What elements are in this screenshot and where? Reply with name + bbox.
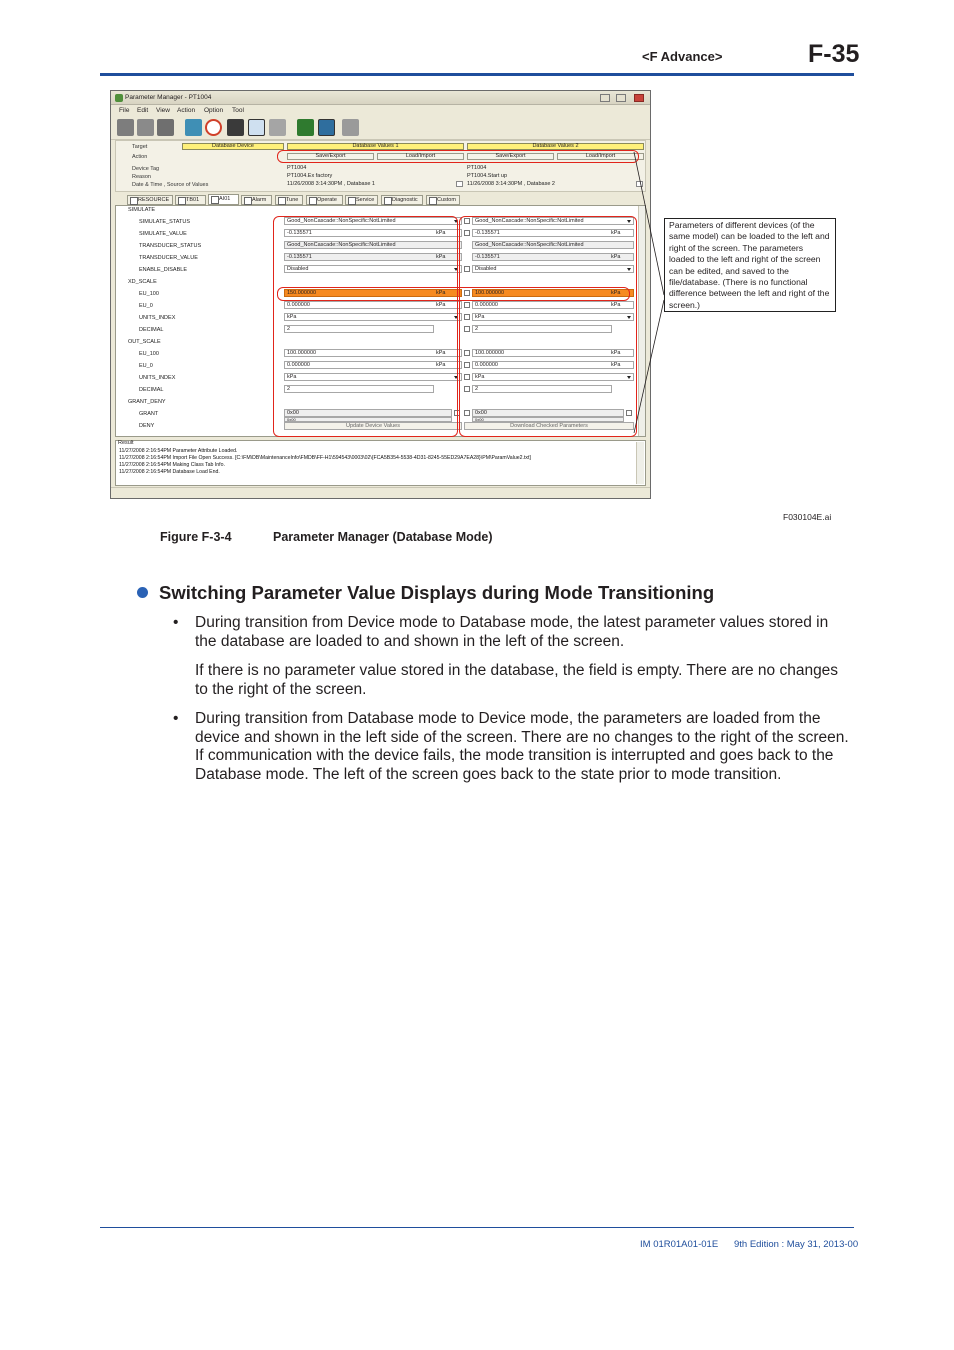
- left-transducer-value-text: -0.135571: [287, 254, 312, 260]
- right-transducer-status-text: Good_NonCascade::NonSpecific:NotLimited: [475, 242, 584, 248]
- device-tag-1: PT1004: [287, 165, 307, 171]
- device-write-icon[interactable]: [137, 119, 154, 136]
- right-unit-4: kPa: [611, 302, 621, 308]
- undo-icon[interactable]: [205, 119, 222, 136]
- app-icon: [115, 94, 123, 102]
- left-enable-disable-text: Disabled: [287, 266, 309, 272]
- param-out-scale: OUT_SCALE: [128, 339, 161, 345]
- device-tag-2: PT1004: [467, 165, 487, 171]
- maximize-button[interactable]: [616, 94, 626, 102]
- param-xd-scale: XD_SCALE: [128, 279, 157, 285]
- menu-tool[interactable]: Tool: [232, 107, 244, 114]
- param-simulate-value: SIMULATE_VALUE: [139, 231, 187, 237]
- tool-icon[interactable]: [342, 119, 359, 136]
- save-icon[interactable]: [227, 119, 244, 136]
- right-simulate-value-text: -0.135571: [475, 230, 500, 236]
- menu-option[interactable]: Option: [204, 107, 224, 114]
- param-deny: DENY: [139, 423, 155, 429]
- save-export-button-2[interactable]: Save/Export: [467, 153, 554, 160]
- action-highlight: [277, 150, 639, 163]
- callout-note: Parameters of different devices (of the same model) can be loaded to the left and right of the screen. The parameters loaded to the left and right of the screen can be edited, and saved to the file/database. (There is no functional difference between the left and right of the screen.): [664, 218, 836, 312]
- param-xd-eu100: EU_100: [139, 291, 159, 297]
- page-number: F-35: [808, 40, 860, 68]
- left-unit-2: kPa: [436, 254, 446, 260]
- left-simulate-value-text: -0.135571: [287, 230, 312, 236]
- right-out-decimal-text: 2: [475, 386, 479, 392]
- bullet-paragraph-2: During transition from Database mode to Device mode, the parameters are loaded from the device and shown in the left side of the screen. There are no changes to the right of the screen. If communication with the device fails, the mode transition is interrupted and goes back to the Database mode. The left of the screen goes back to the state prior to mode transition.: [195, 710, 849, 783]
- left-values-highlight: [273, 216, 458, 437]
- left-unit-3: kPa: [436, 290, 446, 296]
- eu100-highlight: [277, 287, 630, 301]
- datetime-2: 11/26/2008 3:14:30PM , Database 2: [467, 181, 555, 187]
- left-simulate-status-value: Good_NonCascade::NonSpecific:NotLimited: [287, 218, 396, 224]
- left-out-eu100-text: 100.000000: [287, 350, 317, 356]
- check-icon[interactable]: [248, 119, 265, 136]
- right-unit-5: kPa: [611, 350, 621, 356]
- header-database-values-1: Database Values 1: [287, 143, 464, 150]
- right-unit-1: kPa: [611, 230, 621, 236]
- left-grant-text: 0x00: [287, 410, 299, 416]
- tab-tb01[interactable]: TB01: [175, 195, 206, 205]
- close-button[interactable]: [634, 94, 644, 102]
- left-xd-decimal-text: 2: [287, 326, 291, 332]
- left-unit-5: kPa: [436, 350, 446, 356]
- result-line-2: 11/27/2008 2:16:54PM Import File Open Success. [C:\FM\DB\MaintenanceInfo\FMDB\FF-H1\594543\0003\02\{FCA5B354-5538-4D31-8245-55ED29A7EA28}\PM\ParamValue2.txt]: [119, 455, 531, 461]
- menu-view[interactable]: View: [156, 107, 170, 114]
- result-line-4: 11/27/2008 2:16:54PM Database Load End.: [119, 469, 220, 475]
- right-xd-units-text: kPa: [475, 314, 485, 320]
- param-out-units: UNITS_INDEX: [139, 375, 176, 381]
- left-out-units-text: kPa: [287, 374, 297, 380]
- right-deny-text: 0x00: [475, 417, 484, 422]
- param-xd-decimal: DECIMAL: [139, 327, 164, 333]
- param-out-decimal: DECIMAL: [139, 387, 164, 393]
- label-datetime: Date & Time , Source of Values: [132, 182, 209, 188]
- section-heading: Switching Parameter Value Displays during Mode Transitioning: [159, 582, 715, 603]
- param-out-eu100: EU_100: [139, 351, 159, 357]
- left-deny-text: 0x00: [287, 417, 296, 422]
- param-out-eu0: EU_0: [139, 363, 153, 369]
- database-select-button-1[interactable]: [456, 181, 463, 187]
- menu-edit[interactable]: Edit: [137, 107, 149, 114]
- param-xd-eu0: EU_0: [139, 303, 153, 309]
- device-db-icon[interactable]: [297, 119, 314, 136]
- right-grant-text: 0x00: [475, 410, 487, 416]
- header-database-values-2: Database Values 2: [467, 143, 644, 150]
- save-export-button-1[interactable]: Save/Export: [287, 153, 374, 160]
- download-checked-parameters-button[interactable]: Download Checked Parameters: [464, 422, 634, 430]
- note-paragraph: If there is no parameter value stored in the database, the field is empty. There are no changes to the right of the screen.: [195, 662, 839, 698]
- menu-action[interactable]: Action: [177, 107, 196, 114]
- tab-operate[interactable]: Operate: [306, 195, 343, 205]
- right-out-eu100-text: 100.000000: [475, 350, 505, 356]
- tab-custom[interactable]: Custom: [426, 195, 460, 205]
- result-log: [115, 440, 646, 486]
- param-transducer-value: TRANSDUCER_VALUE: [139, 255, 198, 261]
- heading-bullet-icon: [137, 587, 148, 598]
- param-enable-disable: ENABLE_DISABLE: [139, 267, 187, 273]
- tab-diagnostic[interactable]: Diagnostic: [381, 195, 423, 205]
- left-unit-1: kPa: [436, 230, 446, 236]
- status-bar: [111, 487, 650, 498]
- right-unit-6: kPa: [611, 362, 621, 368]
- right-simulate-status-text: Good_NonCascade::NonSpecific:NotLimited: [475, 218, 584, 224]
- label-reason: Reason: [132, 174, 151, 180]
- right-transducer-value-text: -0.135571: [475, 254, 500, 260]
- param-grant-deny: GRANT_DENY: [128, 399, 166, 405]
- device-compare-icon[interactable]: [157, 119, 174, 136]
- label-action: Action: [132, 154, 148, 160]
- menu-bar: [111, 106, 650, 116]
- toolbar: [111, 116, 650, 140]
- header-rule: [100, 73, 854, 76]
- right-unit-3: kPa: [611, 290, 621, 296]
- left-unit-4: kPa: [436, 302, 446, 308]
- tab-alarm[interactable]: Alarm: [241, 195, 272, 205]
- left-out-eu0-text: 0.000000: [287, 362, 310, 368]
- bullet-paragraph-1: During transition from Device mode to Database mode, the latest parameter values stored in the database are loaded to and shown in the left of the screen.: [195, 614, 829, 650]
- figure-number: Figure F-3-4: [160, 530, 232, 544]
- update-device-values-button[interactable]: Update Device Values: [284, 422, 462, 430]
- header-database-device: Database Device: [182, 143, 284, 150]
- right-xd-decimal-text: 2: [475, 326, 479, 332]
- right-xd-eu0-text: 0.000000: [475, 302, 498, 308]
- reason-1: PT1004.Ex factory: [287, 173, 333, 179]
- tab-ai01[interactable]: AI01: [208, 194, 239, 205]
- bullet-icon: •: [173, 710, 179, 727]
- filter-icon[interactable]: [269, 119, 286, 136]
- datetime-1: 11/26/2008 3:14:30PM , Database 1: [287, 181, 375, 187]
- figure-title: Parameter Manager (Database Mode): [273, 530, 493, 544]
- right-out-eu0-text: 0.000000: [475, 362, 498, 368]
- param-simulate: SIMULATE: [128, 207, 156, 213]
- right-xd-eu100-text: 100.000000: [475, 290, 505, 296]
- load-import-button-1[interactable]: Load/Import: [377, 153, 464, 160]
- left-xd-eu0-text: 0.000000: [287, 302, 310, 308]
- window-title: Parameter Manager - PT1004: [125, 94, 212, 101]
- minimize-button[interactable]: [600, 94, 610, 102]
- param-transducer-status: TRANSDUCER_STATUS: [139, 243, 202, 249]
- edition-info: 9th Edition : May 31, 2013-00: [734, 1239, 859, 1250]
- device-read-icon[interactable]: [117, 119, 134, 136]
- result-scrollbar[interactable]: [636, 442, 644, 484]
- title-bar: [111, 91, 650, 105]
- section-header: <F Advance>: [642, 49, 723, 64]
- sync-icon[interactable]: [318, 119, 335, 136]
- database-icon[interactable]: [185, 119, 202, 136]
- tab-resource[interactable]: RESOURCE: [127, 195, 173, 205]
- tab-tune[interactable]: Tune: [275, 195, 303, 205]
- left-transducer-status-text: Good_NonCascade::NonSpecific:NotLimited: [287, 242, 396, 248]
- figure-filename: F030104E.ai: [783, 512, 832, 522]
- left-xd-units-text: kPa: [287, 314, 297, 320]
- footer-rule: [100, 1227, 854, 1228]
- load-import-button-2[interactable]: Load/Import: [557, 153, 644, 160]
- result-label: Result: [118, 440, 134, 446]
- tab-service[interactable]: Service: [345, 195, 378, 205]
- right-enable-disable-text: Disabled: [475, 266, 497, 272]
- info-pane: [115, 140, 646, 192]
- left-unit-6: kPa: [436, 362, 446, 368]
- label-device-tag: Device Tag: [132, 166, 160, 172]
- left-out-decimal-text: 2: [287, 386, 291, 392]
- result-line-3: 11/27/2008 2:16:54PM Making Class Tab Info.: [119, 462, 225, 468]
- left-xd-eu100-text: 150.000000: [287, 290, 317, 296]
- param-grant: GRANT: [139, 411, 159, 417]
- right-out-units-text: kPa: [475, 374, 485, 380]
- reason-2: PT1004.Start up: [467, 173, 508, 179]
- right-values-highlight: [459, 216, 637, 437]
- label-target: Target: [132, 144, 148, 150]
- result-line-1: 11/27/2008 2:16:54PM Parameter Attribute Loaded.: [119, 448, 238, 454]
- menu-file[interactable]: File: [119, 107, 130, 114]
- right-unit-2: kPa: [611, 254, 621, 260]
- document-id: IM 01R01A01-01E: [640, 1239, 719, 1250]
- bullet-icon: •: [173, 614, 179, 631]
- param-xd-units: UNITS_INDEX: [139, 315, 176, 321]
- param-simulate-status: SIMULATE_STATUS: [139, 219, 191, 225]
